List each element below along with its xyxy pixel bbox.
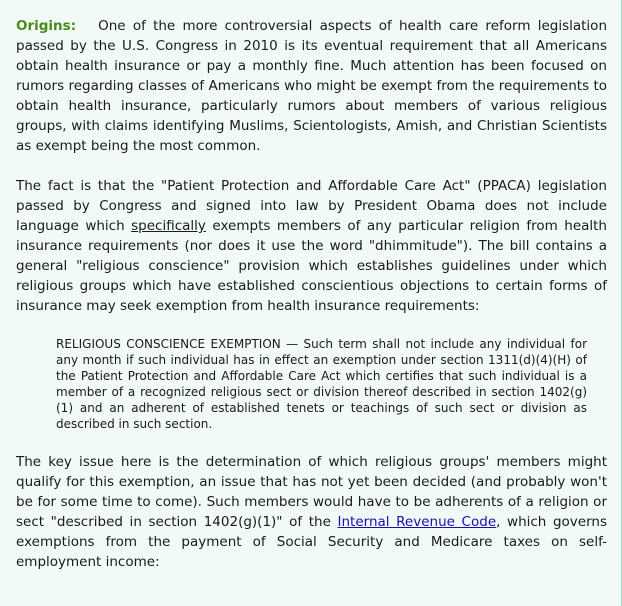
ppaca-text-after: exempts members of any particular religion from health insurance requirements (nor does it use the word "dhimmitude"). The bill contains a general "religious conscience" provision which establishes guidelines under which religious groups which have established conscientious objections to certain forms of insurance may seek exemption from health insurance requirements:: [16, 218, 607, 314]
specifically-emphasis: specifically: [131, 218, 206, 234]
origins-paragraph: [16, 16, 607, 156]
internal-revenue-code-link[interactable]: Internal Revenue Code: [337, 514, 497, 530]
origins-text: One of the more controversial aspects of health care reform legislation passed by the U.S. Congress in 2010 is its eventual requirement that all Americans obtain health insurance or pay a monthly fine. Much attention has been focused on rumors regarding classes of Americans who might be exempt from the requirements to obtain health insurance, particularly rumors about members of various religious groups, with claims identifying Muslims, Scientologists, Amish, and Christian Scientists as exempt being the most common.: [16, 18, 607, 154]
ppaca-paragraph: [16, 176, 607, 316]
ppaca-text-before: The fact is that the "Patient Protection and Affordable Care Act" (PPACA) legislation passed by Congress and signed into law by President Obama does not include language which: [16, 178, 607, 234]
key-issue-text-after: , which governs exemptions from the payment of Social Security and Medicare taxes on self-employment income:: [16, 514, 607, 570]
key-issue-paragraph: [16, 452, 607, 572]
key-issue-text-before: The key issue here is the determination of which religious groups' members might qualify for this exemption, an issue that has not yet been decided (and probably won't be for some time to come). Such members would have to be adherents of a religion or sect "described in section 1402(g)(1)" of the: [16, 454, 607, 530]
exemption-quote: RELIGIOUS CONSCIENCE EXEMPTION — Such term shall not include any individual for any month if such individual has in effect an exemption under section 1311(d)(4)(H) of the Patient Protection and Affordable Care Act which certifies that such individual is a member of a recognized religious sect or division thereof described in section 1402(g)(1) and an adherent of established tenets or teachings of such sect or division as described in such section.: [56, 337, 587, 431]
origins-label: Origins:: [16, 18, 77, 34]
